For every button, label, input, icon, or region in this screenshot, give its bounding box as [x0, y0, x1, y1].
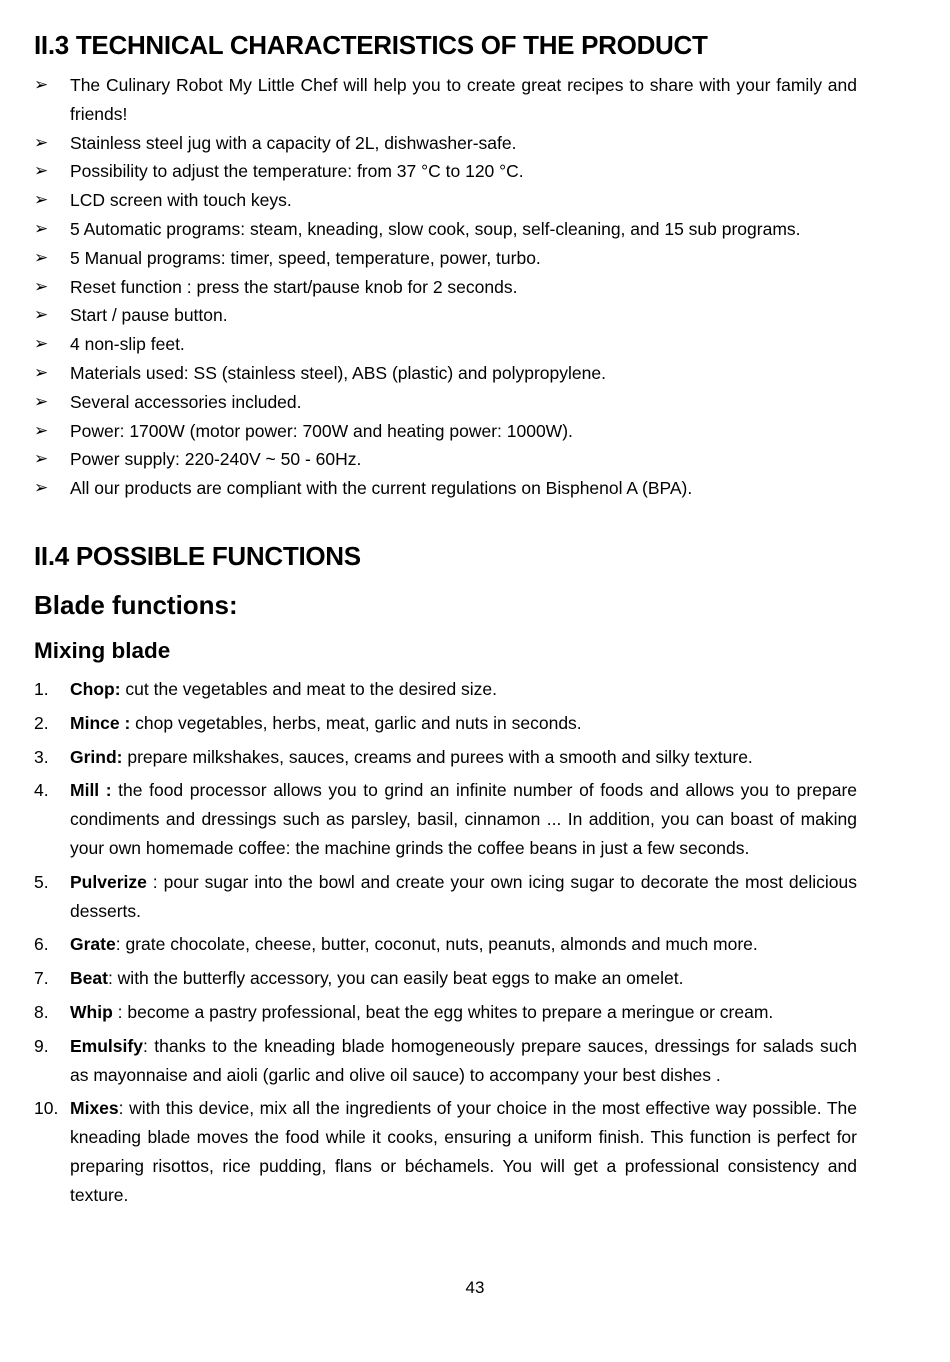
spec-text: Power supply: 220-240V ~ 50 - 60Hz. [70, 449, 362, 470]
blade-functions-list [34, 675, 857, 1215]
spec-list-item [34, 129, 857, 158]
function-list-item [34, 998, 857, 1027]
function-number: 9. [34, 1035, 49, 1056]
spec-text: All our products are compliant with the current regulations on Bisphenol A (BPA). [70, 478, 693, 499]
function-list-item [34, 964, 857, 993]
function-description: : become a pastry professional, beat the egg whites to prepare a meringue or cream. [112, 1001, 774, 1022]
spec-text: LCD screen with touch keys. [70, 190, 292, 211]
spec-list-item [34, 359, 857, 388]
page-number: 43 [465, 1278, 485, 1297]
spec-text: Several accessories included. [70, 391, 302, 412]
spec-list-item [34, 417, 857, 446]
subsection-title-mixing-blade: Mixing blade [34, 638, 171, 663]
spec-text: The Culinary Robot My Little Chef will help you to create great recipes to share with your family and friends! [70, 75, 857, 124]
arrow-bullet-icon: ➢ [34, 218, 49, 238]
function-list-item [34, 675, 857, 704]
spec-list-item [34, 445, 857, 474]
function-term: Grate [70, 934, 116, 955]
function-description: : thanks to the kneading blade homogeneously prepare sauces, dressings for salads such as mayonnaise and aioli (garlic and olive oil sauce) to accompany your best dishes . [70, 1035, 857, 1085]
function-description: : with the butterfly accessory, you can easily beat eggs to make an omelet. [107, 968, 684, 989]
arrow-bullet-icon: ➢ [34, 247, 49, 267]
function-term: Mill : [70, 780, 112, 801]
function-list-item [34, 1094, 857, 1209]
spec-list-item [34, 71, 857, 129]
function-description: cut the vegetables and meat to the desired size. [120, 679, 498, 699]
function-description: prepare milkshakes, sauces, creams and purees with a smooth and silky texture. [122, 746, 753, 767]
function-term: Pulverize [70, 871, 147, 892]
spec-text: Stainless steel jug with a capacity of 2L, dishwasher-safe. [70, 132, 517, 153]
arrow-bullet-icon: ➢ [34, 420, 49, 440]
function-number: 7. [34, 968, 49, 989]
function-term: Mince : [70, 712, 131, 733]
spec-list-item [34, 388, 857, 417]
spec-list-item [34, 186, 857, 215]
arrow-bullet-icon: ➢ [34, 449, 49, 469]
arrow-bullet-icon: ➢ [34, 305, 49, 325]
function-number: 8. [34, 1001, 49, 1022]
spec-text: Materials used: SS (stainless steel), ABS (plastic) and polypropylene. [70, 362, 606, 383]
function-list-item [34, 776, 857, 862]
function-description: : grate chocolate, cheese, butter, coconut, nuts, peanuts, almonds and much more. [115, 934, 758, 955]
spec-list-item [34, 330, 857, 359]
function-list-item [34, 709, 857, 738]
function-list-item [34, 743, 857, 772]
arrow-bullet-icon: ➢ [34, 132, 49, 152]
function-description: the food processor allows you to grind an infinite number of foods and allows you to prepare condiments and dressings such as parsley, basil, cinnamon ... In addition, you can boast of making your own homemade coffee: the machine grinds the coffee beans in just a few seconds. [70, 780, 857, 858]
spec-list-item [34, 474, 857, 503]
arrow-bullet-icon: ➢ [34, 362, 49, 382]
spec-list-item [34, 301, 857, 330]
function-number: 1. [34, 679, 49, 699]
function-term: Mixes [70, 1098, 119, 1119]
spec-text: 4 non-slip feet. [70, 334, 185, 355]
spec-list-item [34, 273, 857, 302]
function-term: Grind: [70, 746, 123, 767]
arrow-bullet-icon: ➢ [34, 276, 49, 296]
spec-list-item [34, 244, 857, 273]
function-description: chop vegetables, herbs, meat, garlic and nuts in seconds. [130, 712, 582, 733]
section-title-technical-characteristics: II.3 TECHNICAL CHARACTERISTICS OF THE PRODUCT [34, 30, 708, 60]
function-description: : with this device, mix all the ingredients of your choice in the most effective way possible. The kneading blade moves the food while it cooks, ensuring a uniform finish. This function is perfect for preparing risottos, rice pudding, flans or béchamels. You will get a professional consistency and texture. [70, 1098, 857, 1205]
function-term: Chop: [70, 679, 121, 699]
arrow-bullet-icon: ➢ [34, 75, 49, 94]
arrow-bullet-icon: ➢ [34, 334, 49, 354]
function-list-item [34, 1032, 857, 1090]
arrow-bullet-icon: ➢ [34, 161, 49, 181]
function-number: 2. [34, 712, 49, 733]
function-term: Emulsify [70, 1035, 143, 1056]
arrow-bullet-icon: ➢ [34, 478, 49, 498]
spec-list-item [34, 157, 857, 186]
spec-text: Reset function : press the start/pause knob for 2 seconds. [70, 276, 518, 297]
function-list-item [34, 930, 857, 959]
function-number: 5. [34, 871, 49, 892]
subsection-title-blade-functions: Blade functions: [34, 590, 238, 620]
function-list-item [34, 868, 857, 926]
spec-list-item [34, 215, 857, 244]
arrow-bullet-icon: ➢ [34, 391, 49, 411]
function-description: : pour sugar into the bowl and create your own icing sugar to decorate the most delicious desserts. [70, 871, 857, 921]
function-term: Whip [70, 1001, 113, 1022]
function-number: 3. [34, 746, 49, 767]
function-number: 4. [34, 780, 49, 801]
function-term: Beat [70, 968, 108, 989]
technical-characteristics-list [34, 71, 857, 503]
function-number: 10. [34, 1098, 59, 1119]
spec-text: 5 Manual programs: timer, speed, temperature, power, turbo. [70, 247, 541, 268]
arrow-bullet-icon: ➢ [34, 190, 49, 210]
function-number: 6. [34, 934, 49, 955]
spec-text: Start / pause button. [70, 305, 228, 326]
spec-text: Possibility to adjust the temperature: from 37 °C to 120 °C. [70, 161, 524, 182]
spec-text: Power: 1700W (motor power: 700W and heating power: 1000W). [70, 420, 573, 441]
spec-text: 5 Automatic programs: steam, kneading, slow cook, soup, self-cleaning, and 15 sub programs. [70, 218, 801, 239]
section-title-possible-functions: II.4 POSSIBLE FUNCTIONS [34, 541, 361, 571]
